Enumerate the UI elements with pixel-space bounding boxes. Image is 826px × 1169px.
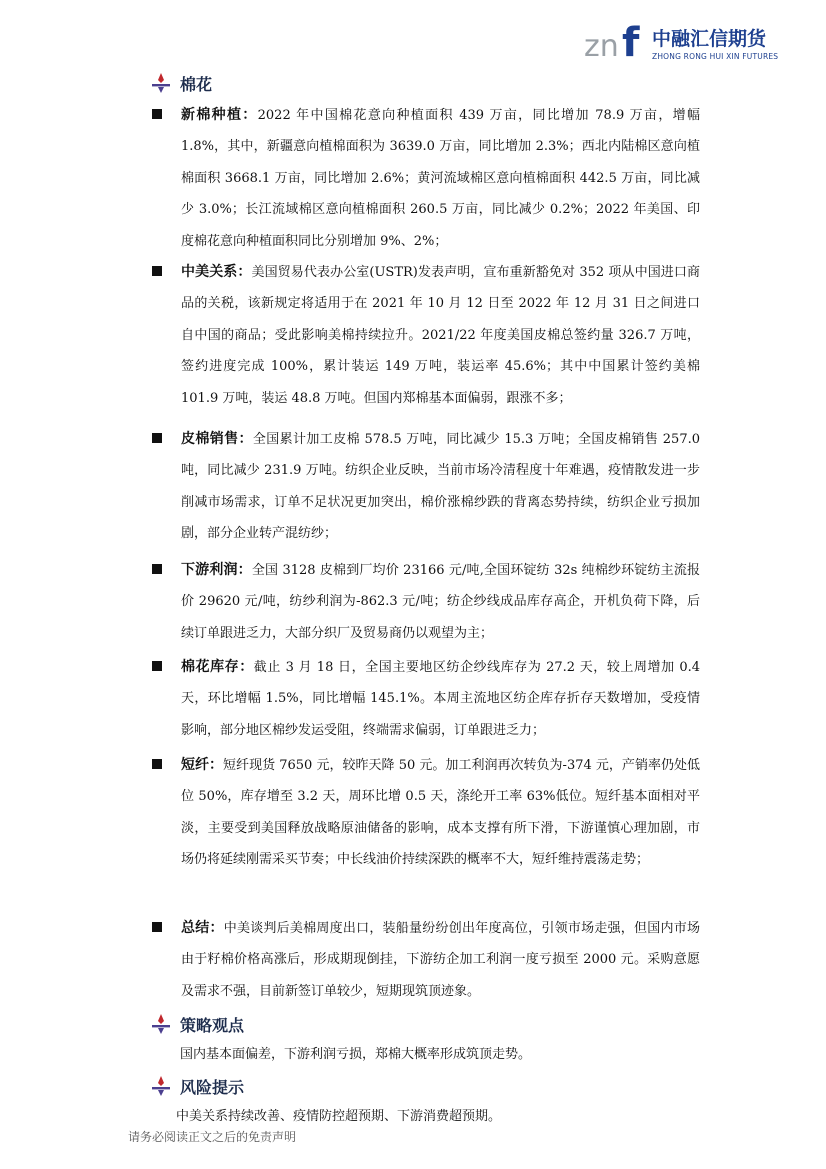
item-label: 中美关系： (181, 264, 252, 280)
item-text: 全国 3128 皮棉到厂均价 23166 元/吨,全国环锭纺 32s 纯棉纱环锭纺主流报价 29620 元/吨，纺纱利润为-862.3 元/吨；纺企纱线成品库存高企，开机负荷下降，后续订单跟进乏力，大部分织厂及贸易商仍以观望为主； (181, 563, 700, 641)
item-label: 总结： (181, 920, 224, 936)
company-logo (584, 18, 784, 64)
item-text: 美国贸易代表办公室(USTR)发表声明，宣布重新豁免对 352 项从中国进口商品的关税，该新规定将适用于在 2021 年 10 月 12 日至 2022 年 12 月 31 日之间进口自中国的商品；受此影响美棉持续拉升。2021/22 年度美国皮棉总签约量 326.7 万吨，签约进度完成 100%，累计装运 149 万吨，装运率 45.6%；其中中国累计签约美棉 101.9 万吨，装运 48.8 万吨。但国内郑棉基本面偏弱，跟涨不多； (181, 265, 701, 406)
list-item-staple-fiber (152, 750, 700, 876)
item-label: 下游利润： (181, 562, 252, 578)
item-label: 新棉种植： (181, 107, 258, 123)
list-item-lint-sales (152, 424, 700, 550)
item-label: 短纤： (181, 757, 224, 773)
section-cotton (152, 70, 212, 96)
item-text: 短纤现货 7650 元，较昨天降 50 元。加工利润再次转负为-374 元，产销率仍处低位 50%，库存增至 3.2 天，周环比增 0.5 天，涤纶开工率 63%低位。短纤基本面相对平淡，主要受到美国释放战略原油储备的影响，成本支撑有所下滑，下游谨慎心理加剧，市场仍将延续刚需采买节奏；中长线油价持续深跌的概率不大，短纤维持震荡走势； (181, 758, 700, 868)
square-bullet-icon (152, 433, 162, 443)
risk-text: 中美关系持续改善、疫情防控超预期、下游消费超预期。 (176, 1109, 502, 1124)
section-title-strategy: 策略观点 (180, 1015, 245, 1035)
square-bullet-icon (152, 266, 162, 276)
logo-mark-f: f (622, 20, 640, 60)
section-title-cotton: 棉花 (180, 74, 213, 94)
item-text: 截止 3 月 18 日，全国主要地区纺企纱线库存为 27.2 天，较上周增加 0.4 天，环比增幅 1.5%，同比增幅 145.1%。本周主流地区纺企库存折存天数增加，受疫情影响，部分地区棉纱发运受阻，终端需求偏弱，订单跟进乏力； (181, 660, 701, 738)
square-bullet-icon (152, 109, 162, 119)
logo-mark-zn: zn (584, 29, 619, 60)
item-text: 2022 年中国棉花意向种植面积 439 万亩，同比增加 78.9 万亩，增幅 1.8%，其中，新疆意向植棉面积为 3639.0 万亩，同比增加 2.3%；西北内陆棉区意向植棉面积 3668.1 万亩，同比增加 2.6%；黄河流域棉区意向植棉面积 442.5 万亩，同比减少 3.0%；长江流域棉区意向植棉面积 260.5 万亩，同比减少 0.2%；2022 年美国、印度棉花意向种植面积同比分别增加 9%、2%； (181, 108, 700, 249)
square-bullet-icon (152, 564, 162, 574)
square-bullet-icon (152, 922, 162, 932)
logo-mark-icon (584, 18, 646, 60)
list-item-sino-us (152, 257, 700, 414)
section-marker-icon (152, 1013, 170, 1035)
logo-name-cn: 中融汇信期货 (652, 28, 767, 50)
item-label: 棉花库存： (181, 659, 254, 675)
item-text: 全国累计加工皮棉 578.5 万吨，同比减少 15.3 万吨；全国皮棉销售 257.0 吨，同比减少 231.9 万吨。纺织企业反映，当前市场冷清程度十年难遇，疫情散发进一步削减市场需求，订单不足状况更加突出，棉价涨棉纱跌的背离态势持续，纺织企业亏损加剧，部分企业转产混纺纱； (181, 432, 700, 542)
section-strategy (152, 1011, 244, 1037)
section-title-risk: 风险提示 (180, 1077, 245, 1097)
list-item-cotton-inventory (152, 652, 700, 746)
item-label: 皮棉销售： (181, 431, 253, 447)
square-bullet-icon (152, 661, 162, 671)
list-item-new-cotton (152, 100, 700, 257)
strategy-text: 国内基本面偏差，下游利润亏损，郑棉大概率形成筑顶走势。 (180, 1047, 532, 1062)
list-item-downstream-profit (152, 555, 700, 649)
section-marker-icon (152, 72, 170, 94)
logo-name-en: ZHONG RONG HUI XIN FUTURES (652, 52, 779, 61)
section-risk (152, 1073, 244, 1099)
square-bullet-icon (152, 759, 162, 769)
disclaimer-footer: 请务必阅读正文之后的免责声明 (128, 1130, 297, 1144)
item-text: 中美谈判后美棉周度出口，装船量纷纷创出年度高位，引领市场走强，但国内市场由于籽棉价格高涨后，形成期现倒挂，下游纺企加工利润一度亏损至 2000 元。采购意愿及需求不强，目前新签订单较少，短期现筑顶迹象。 (181, 921, 700, 999)
list-item-summary (152, 913, 700, 1007)
section-marker-icon (152, 1075, 170, 1097)
